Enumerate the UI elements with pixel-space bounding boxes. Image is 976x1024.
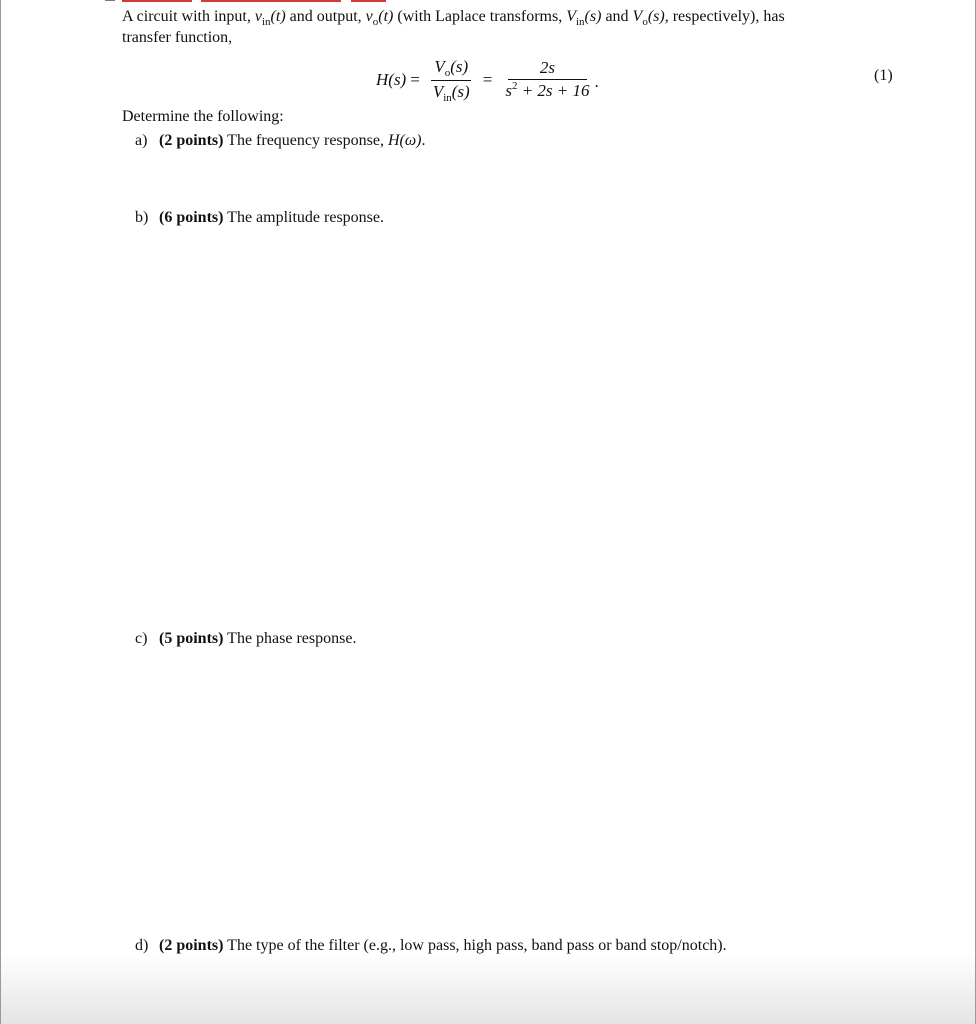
item-label: a) [135,132,148,149]
math-subscript: o [372,16,379,28]
item-points: (6 points) [159,209,224,226]
item-points: (5 points) [159,630,224,647]
transfer-function-equation [376,55,599,105]
determine-heading: Determine the following: [122,108,284,125]
math-Vin: V [566,8,576,25]
problem-intro-line-1 [122,7,785,28]
item-text: The phase response. [223,630,357,647]
equation-period: . [594,72,599,91]
intro-text: , respectively), has [664,8,785,25]
question-item-d [135,936,727,956]
question-item-c [135,629,356,649]
item-label: b) [135,209,149,226]
intro-text: and [601,8,633,25]
fraction-denominator: $V_{in}(s)$ [432,81,470,104]
question-item-a [135,131,426,151]
math-subscript: in [261,16,271,28]
page-bottom-shadow [1,954,975,1024]
item-text: The type of the filter (e.g., low pass, high pass, band pass or band stop/notch). [223,937,727,954]
intro-text: A circuit with input, [122,8,255,25]
fraction-vo-over-vin [430,57,473,104]
item-points: (2 points) [159,937,224,954]
math-arg: (t) [270,8,286,25]
math-subscript: in [575,16,585,28]
intro-text: (with Laplace transforms, [393,8,567,25]
math-vin: v [254,8,262,25]
math-subscript: o [642,16,648,28]
red-annotation-mark [122,0,192,2]
item-label: c) [135,630,148,647]
math-Vo: V [632,8,643,25]
fraction-denominator: $s^2 + 2s + 16$ [505,79,590,100]
fraction-polynomial [502,58,592,103]
item-points: (2 points) [159,132,224,149]
equation-lhs: H(s) [376,70,407,89]
problem-intro-line-2: transfer function, [122,29,233,46]
question-item-b [135,208,384,228]
item-label: d) [135,937,149,954]
item-text: The amplitude response. [223,209,385,226]
red-annotation-mark [201,0,341,2]
red-annotation-mark [351,0,386,2]
math-arg: (s) [647,8,665,25]
item-math: H(ω) [387,132,422,149]
equals-sign: = [482,70,493,89]
intro-text: and output, [285,8,366,25]
math-vo: v [365,8,373,25]
cropped-annotation-mark [105,0,115,1]
math-arg: (t) [378,8,394,25]
fraction-numerator: 2s [508,58,587,80]
item-text: The frequency response, [223,132,388,149]
equals-sign: = [410,70,420,89]
item-text: . [421,132,426,149]
equation-number: (1) [874,67,893,84]
math-arg: (s) [584,8,602,25]
fraction-numerator: $V_o(s)$ [431,57,471,81]
